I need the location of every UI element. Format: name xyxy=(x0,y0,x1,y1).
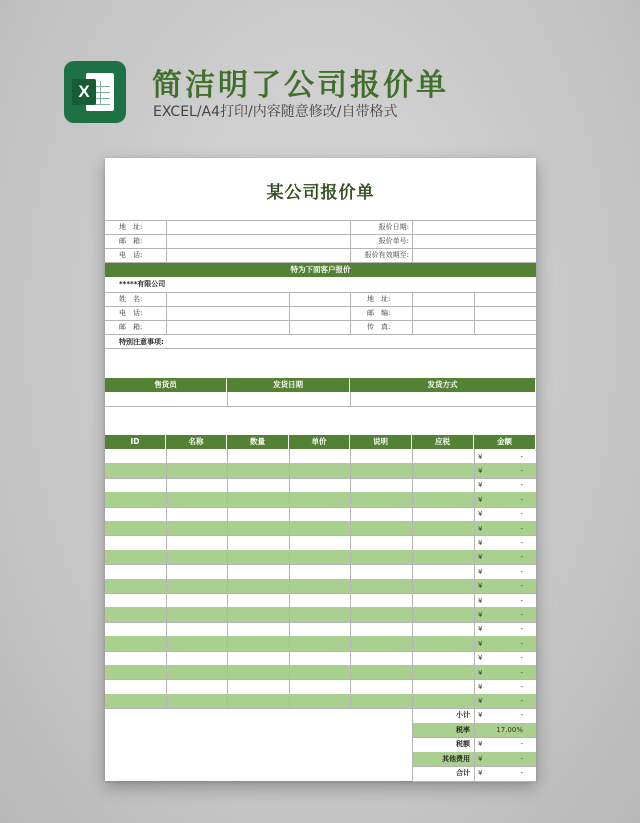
amount-value: - xyxy=(520,582,523,591)
excel-x-mark: X xyxy=(72,79,96,105)
summary-amount: - xyxy=(520,769,523,778)
grid-line xyxy=(105,234,536,235)
doc-title: 某公司报价单 xyxy=(266,183,375,203)
summary-amount: - xyxy=(520,711,523,720)
summary-label: 小计 xyxy=(456,711,470,720)
currency-symbol: ¥ xyxy=(478,567,483,576)
amount-value: - xyxy=(520,524,523,533)
currency-symbol: ¥ xyxy=(478,452,483,461)
grid-line xyxy=(105,334,536,335)
table-row xyxy=(105,665,536,679)
grid-line xyxy=(474,292,475,334)
info-label: 电 话: xyxy=(119,251,143,259)
customer-label: 邮 编: xyxy=(367,309,391,317)
grid-line xyxy=(105,220,536,221)
table-row xyxy=(105,507,536,521)
currency-symbol: ¥ xyxy=(478,711,483,720)
table-row xyxy=(105,478,536,492)
currency-symbol: ¥ xyxy=(478,769,483,778)
currency-symbol: ¥ xyxy=(478,495,483,504)
customer-band: 特为下面客户报价 xyxy=(105,263,536,277)
table-row xyxy=(105,679,536,693)
amount-value: - xyxy=(520,466,523,475)
page-title: 简洁明了公司报价单 xyxy=(152,68,449,103)
amount-value: - xyxy=(520,639,523,648)
summary-label: 税率 xyxy=(412,723,474,738)
grid-line xyxy=(412,220,413,262)
info-label: 报价日期: xyxy=(378,223,409,231)
summary-amount: - xyxy=(520,754,523,763)
ship-header: 售货员 xyxy=(105,378,226,392)
grid-line xyxy=(105,306,536,307)
currency-symbol: ¥ xyxy=(478,596,483,605)
grid-line xyxy=(105,348,536,349)
grid-line xyxy=(289,449,290,708)
currency-symbol: ¥ xyxy=(478,524,483,533)
currency-symbol: ¥ xyxy=(478,654,483,663)
grid-line xyxy=(474,708,475,781)
grid-line xyxy=(289,292,290,334)
item-header: 应税 xyxy=(412,435,473,449)
table-row xyxy=(105,607,536,621)
grid-line xyxy=(166,220,167,262)
grid-line xyxy=(350,392,351,406)
summary-value xyxy=(474,766,536,781)
amount-value: - xyxy=(520,538,523,547)
quote-sheet xyxy=(105,158,536,781)
info-label: 邮 箱: xyxy=(119,237,143,245)
amount-value: - xyxy=(520,625,523,634)
table-row xyxy=(105,521,536,535)
grid-line xyxy=(350,449,351,708)
table-row xyxy=(105,694,536,708)
item-header: 说明 xyxy=(350,435,411,449)
summary-label: 税额 xyxy=(456,740,470,749)
info-label: 地 址: xyxy=(119,223,143,231)
currency-symbol: ¥ xyxy=(478,610,483,619)
amount-value: - xyxy=(520,697,523,706)
table-row xyxy=(105,449,536,463)
summary-value xyxy=(474,737,536,752)
amount-value: - xyxy=(520,553,523,562)
amount-value: - xyxy=(520,481,523,490)
grid-line xyxy=(227,392,228,406)
customer-label: 地 址: xyxy=(367,295,391,303)
table-row xyxy=(105,622,536,636)
notes-label: 特别注意事项: xyxy=(119,338,164,346)
ship-header: 发货方式 xyxy=(350,378,535,392)
currency-symbol: ¥ xyxy=(478,625,483,634)
summary-value xyxy=(474,752,536,767)
grid-line xyxy=(412,449,413,708)
amount-value: - xyxy=(520,510,523,519)
grid-line xyxy=(105,292,536,293)
customer-label: 姓 名: xyxy=(119,295,143,303)
currency-symbol: ¥ xyxy=(478,668,483,677)
currency-symbol: ¥ xyxy=(478,639,483,648)
grid-line xyxy=(412,292,413,334)
grid-line xyxy=(105,406,536,407)
currency-symbol: ¥ xyxy=(478,697,483,706)
currency-symbol: ¥ xyxy=(478,481,483,490)
item-header: 数量 xyxy=(227,435,288,449)
table-row xyxy=(105,651,536,665)
amount-value: - xyxy=(520,596,523,605)
summary-label: 合计 xyxy=(456,769,470,778)
amount-value: - xyxy=(520,567,523,576)
grid-line xyxy=(166,292,167,334)
summary-value xyxy=(474,708,536,723)
customer-label: 传 真: xyxy=(367,323,391,331)
customer-label: 电 话: xyxy=(119,309,143,317)
currency-symbol: ¥ xyxy=(478,538,483,547)
summary-amount: - xyxy=(520,740,523,749)
currency-symbol: ¥ xyxy=(478,682,483,691)
grid-line xyxy=(105,320,536,321)
customer-label: 邮 箱: xyxy=(119,323,143,331)
table-row xyxy=(105,636,536,650)
currency-symbol: ¥ xyxy=(478,740,483,749)
summary-label: 其他费用 xyxy=(412,752,474,767)
item-header: 单价 xyxy=(289,435,349,449)
excel-logo-icon xyxy=(64,61,126,123)
ship-header: 发货日期 xyxy=(227,378,349,392)
amount-value: - xyxy=(520,654,523,663)
info-label: 报价有效期至: xyxy=(364,251,409,259)
grid-line xyxy=(350,292,351,334)
table-row xyxy=(105,593,536,607)
page-subtitle: EXCEL/A4打印/内容随意修改/自带格式 xyxy=(153,104,398,120)
currency-symbol: ¥ xyxy=(478,582,483,591)
summary-value xyxy=(474,723,536,738)
info-label: 报价单号: xyxy=(378,237,409,245)
amount-value: - xyxy=(520,610,523,619)
grid-line xyxy=(474,449,475,708)
currency-symbol: ¥ xyxy=(478,466,483,475)
table-row xyxy=(105,492,536,506)
amount-value: - xyxy=(520,668,523,677)
grid-line xyxy=(166,449,167,708)
grid-line xyxy=(105,248,536,249)
amount-value: - xyxy=(520,682,523,691)
table-row xyxy=(105,579,536,593)
item-header: 金额 xyxy=(474,435,535,449)
grid-line xyxy=(412,708,413,781)
table-row xyxy=(105,564,536,578)
table-row xyxy=(105,535,536,549)
grid-line xyxy=(227,449,228,708)
amount-value: - xyxy=(520,452,523,461)
table-row xyxy=(105,463,536,477)
grid-line xyxy=(412,781,536,782)
item-header: 名称 xyxy=(166,435,226,449)
amount-value: - xyxy=(520,495,523,504)
currency-symbol: ¥ xyxy=(478,553,483,562)
company-name: *****有限公司 xyxy=(119,280,166,288)
item-header: ID xyxy=(105,435,165,449)
currency-symbol: ¥ xyxy=(478,754,483,763)
currency-symbol: ¥ xyxy=(478,510,483,519)
summary-amount: 17.00% xyxy=(496,725,523,734)
table-row xyxy=(105,550,536,564)
